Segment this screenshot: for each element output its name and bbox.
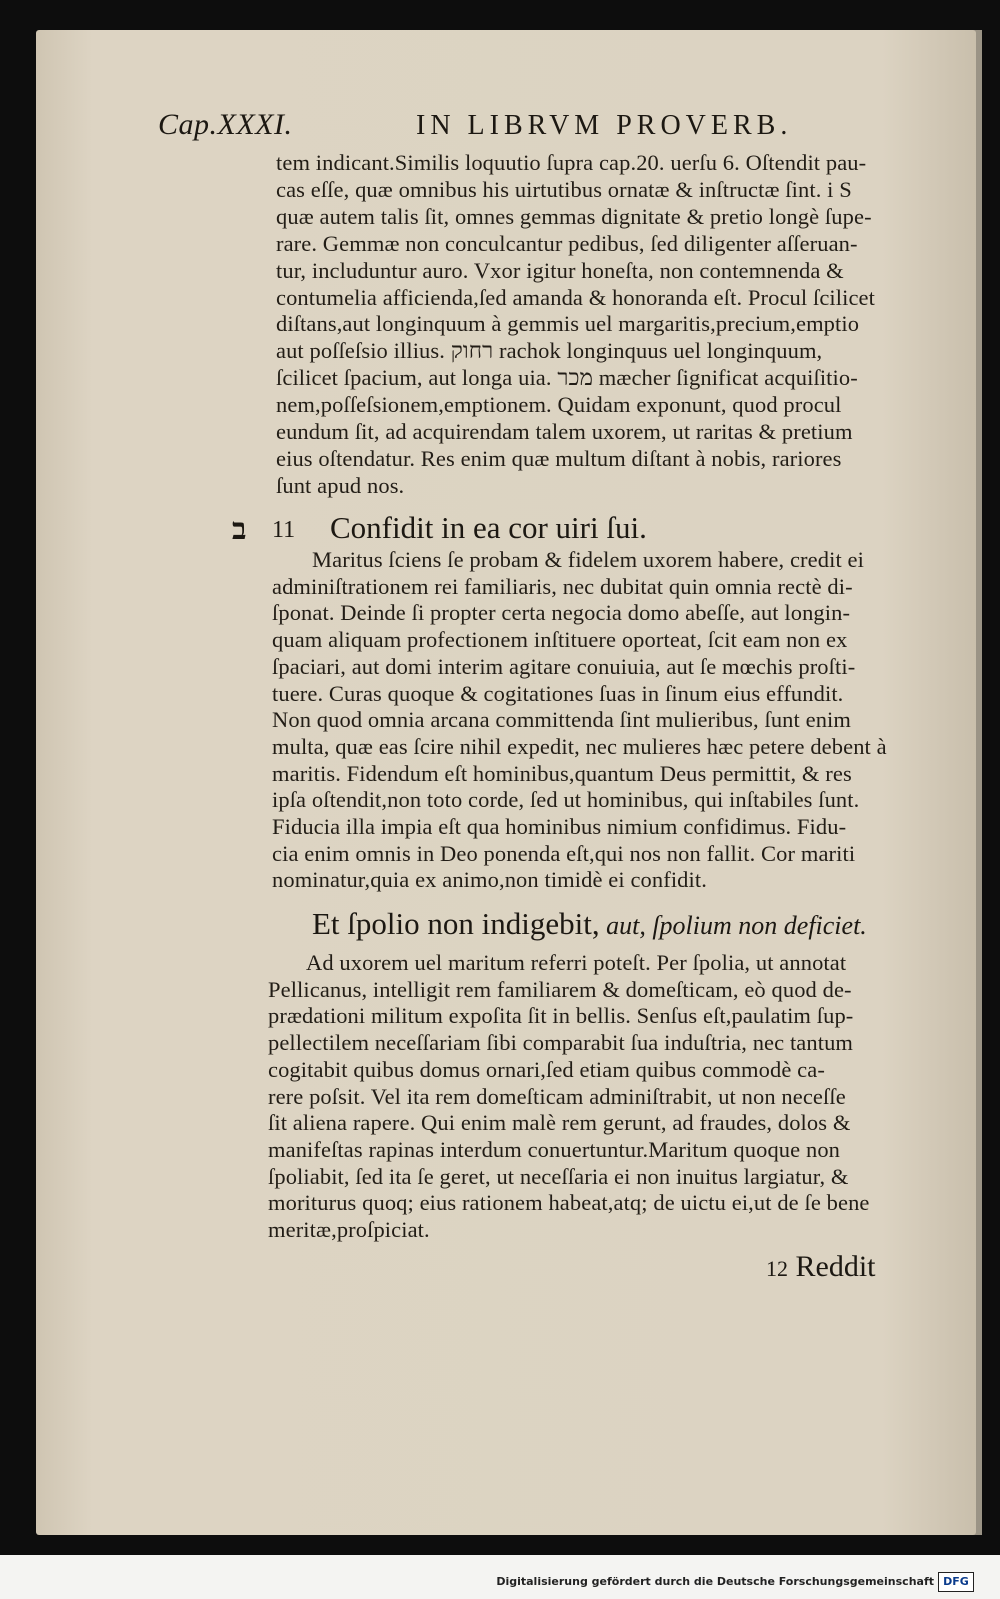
block1-line: nem,poſſeſsionem,emptionem. Quidam exponunt, quod procul: [276, 392, 842, 418]
verse-lemma: Confidit in ea cor uiri ſui.: [330, 510, 647, 545]
catchword-verse-number: 12: [766, 1256, 788, 1281]
block2-line: ſponat. Deinde ſi propter certa negocia domo abeſſe, aut longin-: [272, 600, 851, 626]
block2-line: Fiducia illa impia eſt qua hominibus nimium confidimus. Fidu-: [272, 814, 847, 839]
block3-line: manifeſtas rapinas interdum conuertuntur.Maritum quoque non: [268, 1136, 841, 1162]
block1-line: tur, includuntur auro. Vxor igitur honeſta, non contemnenda &: [276, 257, 844, 283]
block2-line: maritis. Fidendum eſt hominibus,quantum Deus permittit, & res: [272, 760, 852, 786]
block2-line: cia enim omnis in Deo ponenda eſt,qui nos non fallit. Cor mariti: [272, 840, 856, 866]
block3-line: prædationi militum expoſita ſit in bellis. Senſus eſt,paulatim ſup-: [268, 1003, 854, 1029]
verse-number: 11: [272, 517, 296, 543]
block3-line: Ad uxorem uel maritum referri poteſt. Per ſpolia, ut annotat: [306, 950, 847, 975]
lemma-main: Et ſpolio non indigebit,: [312, 906, 600, 941]
block2-line: multa, quæ eas ſcire nihil expedit, nec mulieres hæc petere debent à: [272, 733, 887, 759]
block1-line: ſunt apud nos.: [276, 472, 405, 498]
dfg-logo-icon: DFG: [938, 1572, 974, 1592]
block1-line: eius oſtendatur. Res enim quæ multum diſtant à nobis, rariores: [276, 445, 842, 471]
block2-line: Non quod omnia arcana committenda ſint mulieribus, ſunt enim: [272, 707, 852, 733]
catchword: [766, 1250, 876, 1284]
block1-line: ſcilicet ſpacium, aut longa uia. מכר mæcher ſignificat acquiſitio-: [276, 365, 858, 391]
block3-line: ſit aliena rapere. Qui enim malè rem gerunt, ad fraudes, dolos &: [268, 1110, 851, 1136]
block3-line: Pellicanus, intelligit rem familiarem & domeſticam, eò quod de-: [268, 976, 852, 1002]
footer-credit: Digitalisierung gefördert durch die Deutsche Forschungsgemeinschaft: [496, 1575, 934, 1588]
lemma-alternative: aut, ſpolium non deficiet.: [599, 911, 867, 940]
block2-line: tuere. Curas quoque & cogitationes ſuas in ſinum eius effundit.: [272, 680, 844, 706]
block3-line: ſpoliabit, ſed ita ſe geret, ut neceſſaria ei non inuitus largiatur, &: [268, 1163, 849, 1189]
running-head: [158, 108, 808, 148]
block3-line: pellectilem neceſſariam ſibi comparabit ſua induſtria, nec tantum: [268, 1030, 854, 1056]
block3-line: cogitabit quibus domus ornari,ſed etiam quibus commodè ca-: [268, 1056, 825, 1082]
block1-line: aut poſſeſsio illius. רחוק rachok longinquus uel longinquum,: [276, 338, 823, 364]
block1-line: diſtans,aut longinquum à gemmis uel margaritis,precium,emptio: [276, 311, 860, 337]
chapter-label: Cap.XXXI.: [158, 108, 293, 141]
block1-line: quæ autem talis ſit, omnes gemmas dignitate & pretio longè ſupe-: [276, 203, 872, 229]
block3-line: meritæ,proſpiciat.: [268, 1217, 430, 1242]
digitization-footer: [0, 1555, 1000, 1599]
block1-line: rare. Gemmæ non conculcantur pedibus, ſed diligenter aſſeruan-: [276, 230, 858, 256]
catchword-text: Reddit: [795, 1250, 876, 1283]
block1-line: tem indicant.Similis loquutio ſupra cap.20. uerſu 6. Oſtendit pau-: [276, 150, 867, 175]
hebrew-verse-letter: ב: [232, 512, 247, 547]
running-title: IN LIBRVM PROVERB.: [416, 110, 793, 141]
block2-line: ſpaciari, aut domi interim agitare conuiuia, aut ſe mœchis proſti-: [272, 653, 856, 679]
block2-line: Maritus ſciens ſe probam & fidelem uxorem habere, credit ei: [312, 547, 864, 572]
block2-line: quam aliquam profectionem inſtituere oporteat, ſcit eam non ex: [272, 627, 848, 653]
block2-line: ipſa oſtendit,non toto corde, ſed ut hominibus, qui inſtabiles ſunt.: [272, 787, 860, 813]
block2-line: adminiſtrationem rei familiaris, nec dubitat quin omnia rectè di-: [272, 573, 853, 599]
block1-line: cas eſſe, quæ omnibus his uirtutibus ornatæ & inſtructæ ſint. i S: [276, 176, 852, 202]
block3-line: rere poſsit. Vel ita rem domeſticam adminiſtrabit, ut non neceſſe: [268, 1083, 846, 1109]
block1-line: contumelia afficienda,ſed amanda & honoranda eſt. Procul ſcilicet: [276, 284, 875, 310]
block2-line: nominatur,quia ex animo,non timidè ei confidit.: [272, 867, 707, 893]
second-lemma: [312, 906, 867, 942]
block1-line: eundum ſit, ad acquirendam talem uxorem, ut raritas & pretium: [276, 419, 853, 444]
block3-line: moriturus quoq; eius rationem habeat,atq; de uictu ei,ut de ſe bene: [268, 1190, 870, 1216]
